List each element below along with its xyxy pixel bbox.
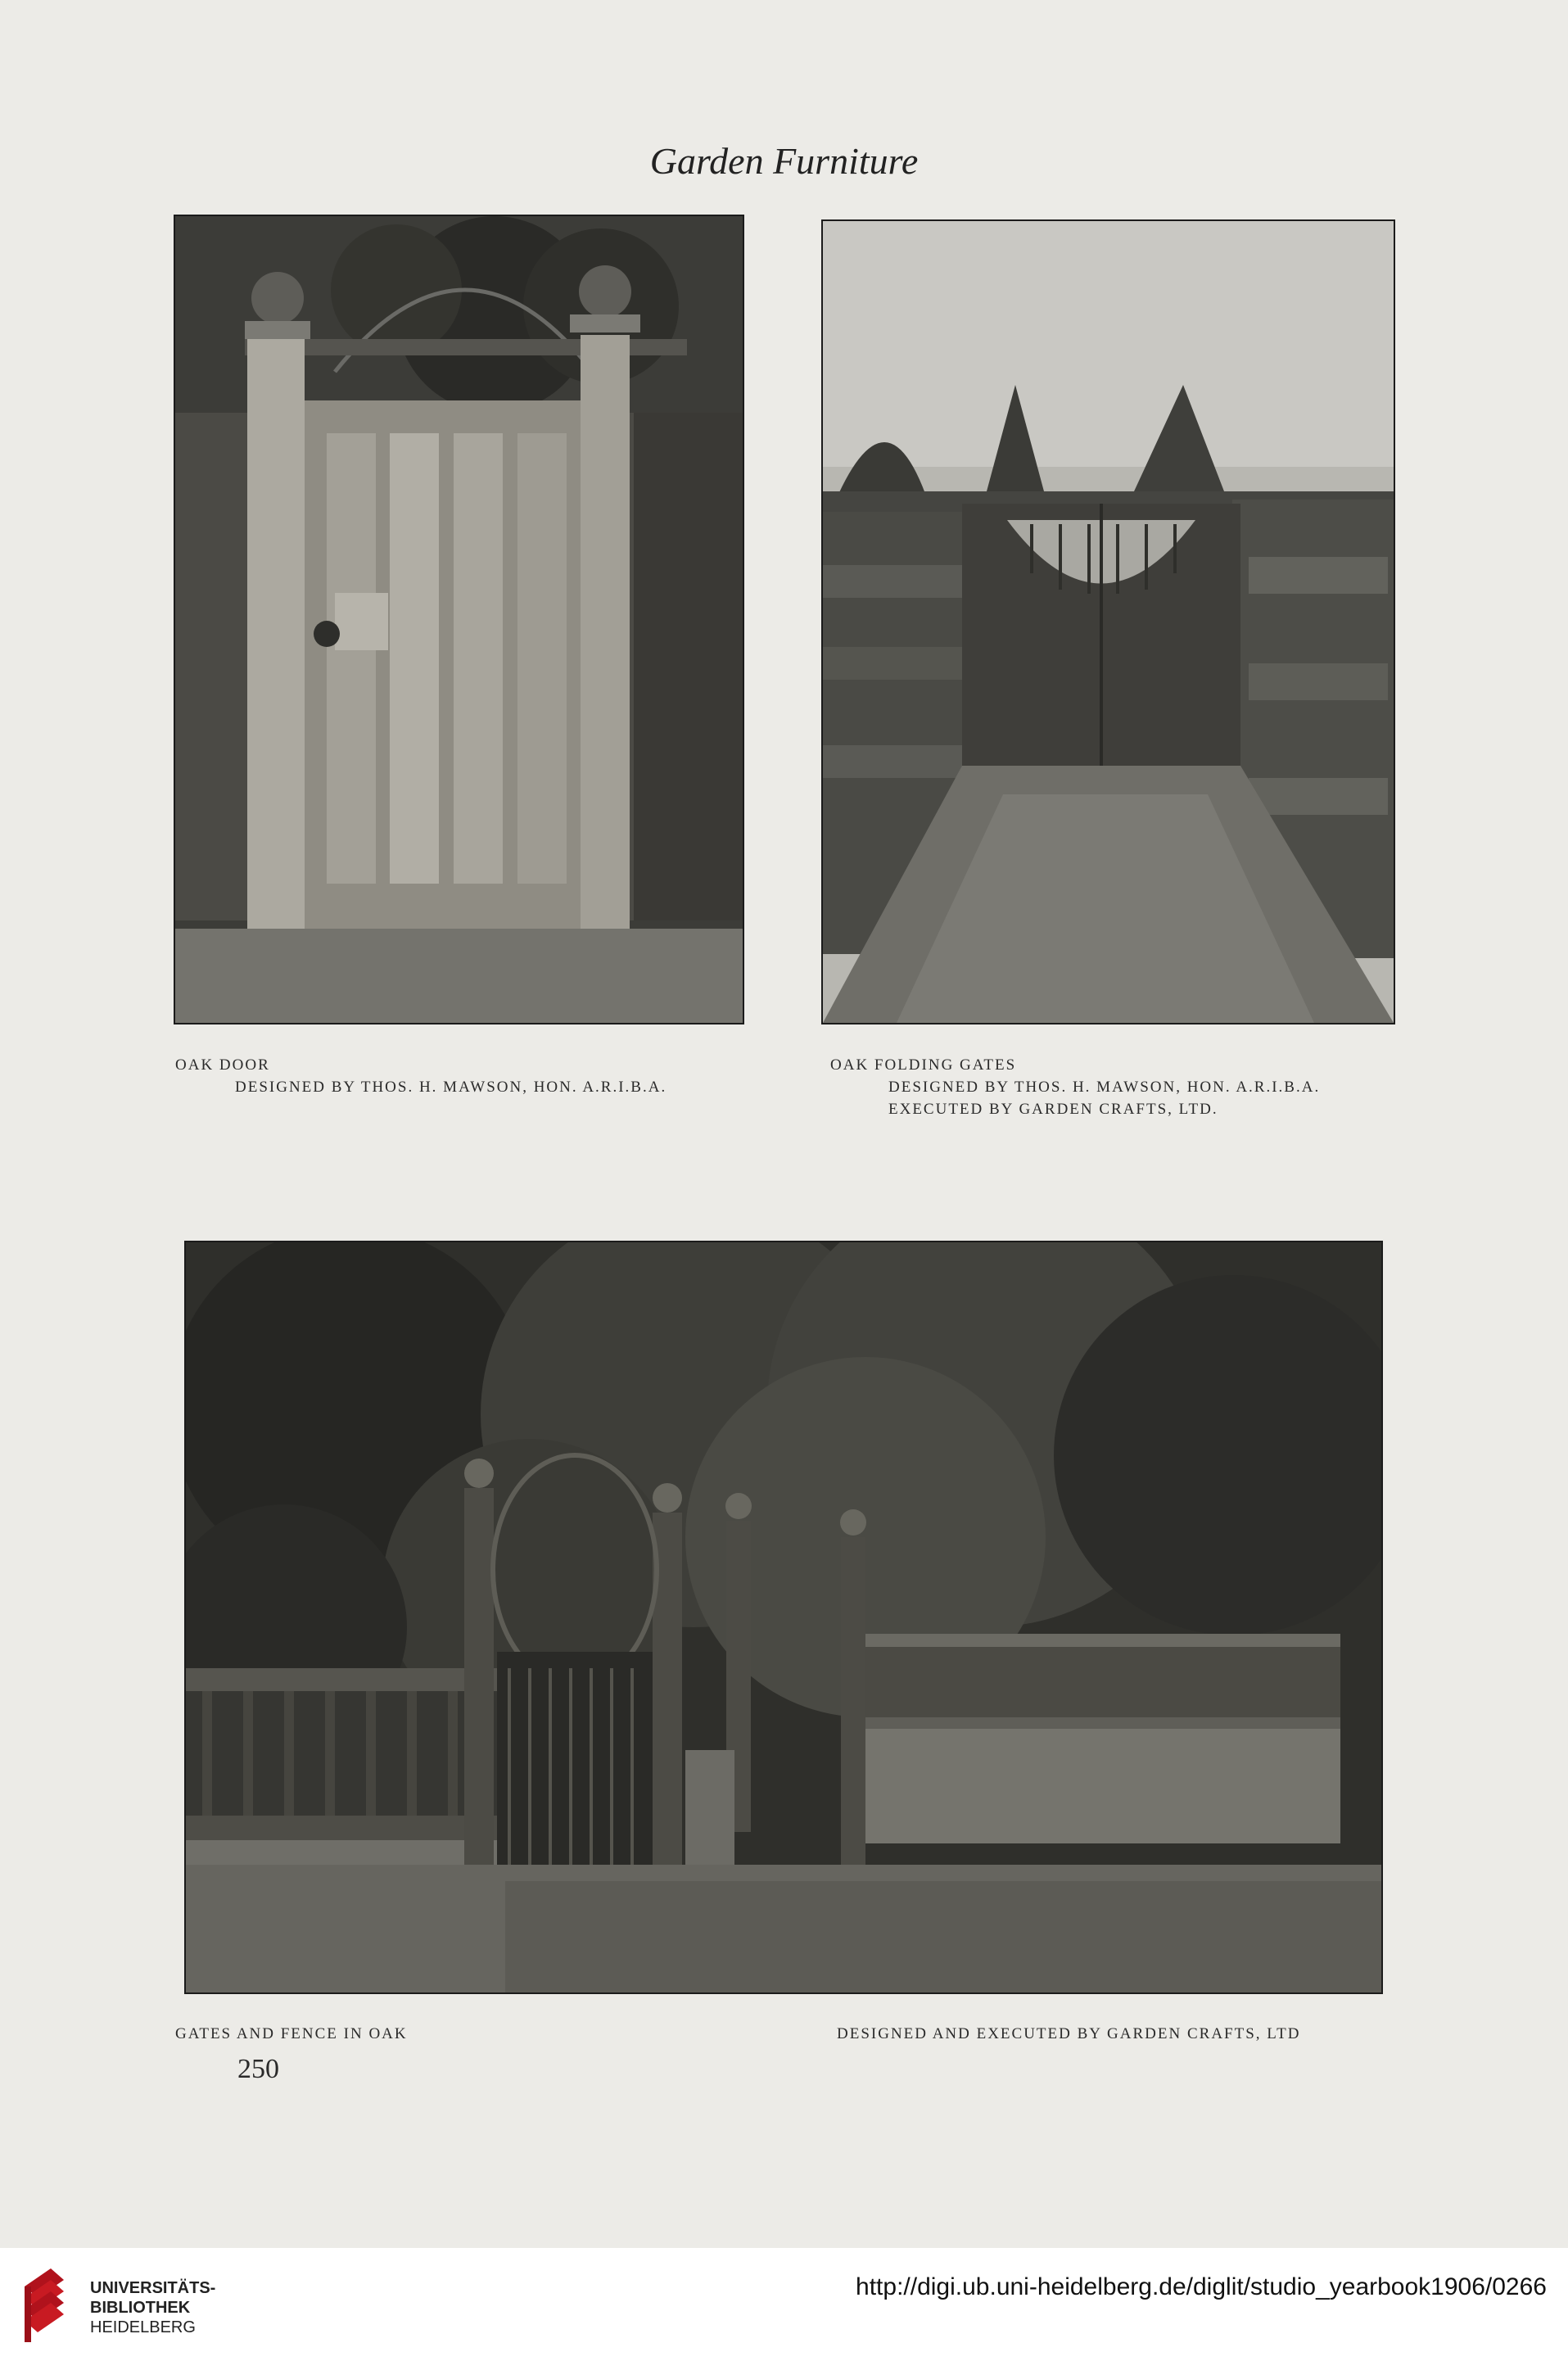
figure-2-caption-executor: EXECUTED BY GARDEN CRAFTS, LTD.	[888, 1101, 1218, 1118]
figure-1-caption-title: OAK DOOR	[175, 1056, 270, 1074]
library-name-line-2: BIBLIOTHEK	[90, 2299, 191, 2317]
figure-3-caption-credit: DESIGNED AND EXECUTED BY GARDEN CRAFTS, LTD	[837, 2025, 1301, 2042]
footer-bar	[0, 2248, 1568, 2361]
page-number: 250	[237, 2054, 279, 2084]
page-header-title: Garden Furniture	[649, 140, 919, 182]
source-url-link[interactable]: http://digi.ub.uni-heidelberg.de/diglit/studio_yearbook1906/0266	[856, 2273, 1547, 2300]
figure-1-caption-credit: DESIGNED BY THOS. H. MAWSON, HON. A.R.I.B.A.	[235, 1079, 667, 1096]
library-name-line-3: HEIDELBERG	[90, 2318, 196, 2336]
library-name-line-1: UNIVERSITÄTS-	[90, 2279, 216, 2297]
figure-2-caption-designer: DESIGNED BY THOS. H. MAWSON, HON. A.R.I.B.A.	[888, 1079, 1321, 1096]
gates-and-fence-photo	[184, 1241, 1383, 1994]
oak-folding-gates-photo	[821, 219, 1395, 1024]
figure-2-caption-title: OAK FOLDING GATES	[830, 1056, 1017, 1074]
oak-door-photo	[174, 215, 744, 1024]
figure-3-caption-title: GATES AND FENCE IN OAK	[175, 2025, 408, 2042]
university-library-logo-icon	[18, 2262, 79, 2348]
library-name	[90, 2278, 215, 2337]
